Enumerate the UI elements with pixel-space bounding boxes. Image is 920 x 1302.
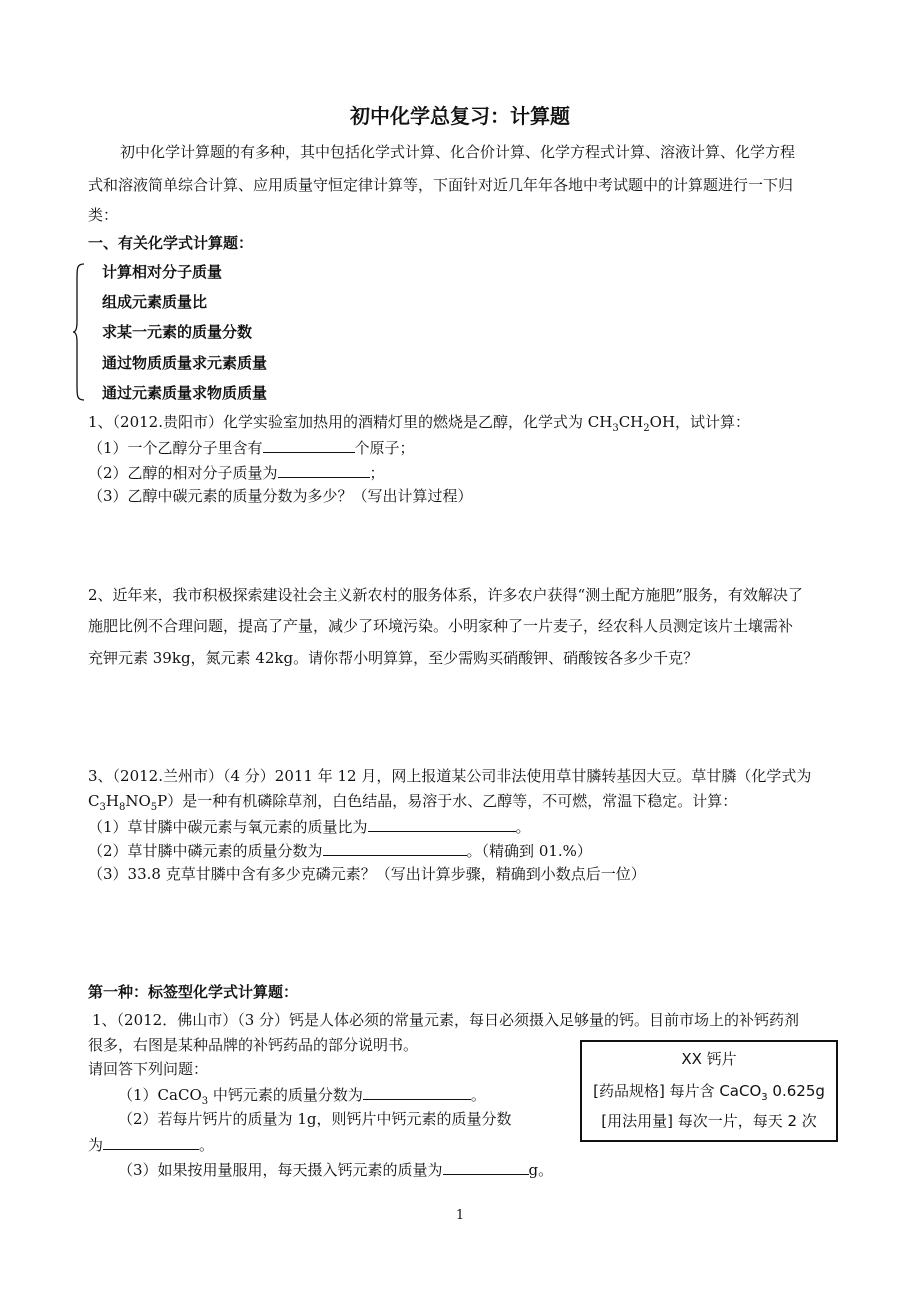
question-3-formula-line: $C_3H_8NO_5P$）是一种有机磷除草剂，白色结晶，易溶于水、乙醇等，不可燃，常温下稳定。计算： [88,792,738,813]
question-3-part-2: （2）草甘膦中磷元素的质量分数为 。（精确到 01.%） [88,842,592,860]
medicine-label-title: XX 钙片 [681,1050,737,1068]
question-1-part-3: （3）乙醇中碳元素的质量分数为多少？（写出计算过程） [88,487,473,505]
medicine-label-usage: [用法用量] 每次一片，每天 2 次 [601,1112,817,1130]
section-heading-1: 一、有关化学式计算题： [88,234,254,252]
medicine-label-box [580,1040,838,1142]
list-item: 通过物质质量求元素质量 [102,354,268,372]
label-question-line-1: 1、（2012．佛山市）（3 分）钙是人体必须的常量元素，每日必须摄入足够量的钙。目前市场上的补钙药剂 [92,1011,800,1029]
section-heading-2: 第一种：标签型化学式计算题： [88,983,299,1001]
label-question-part-1: （1）CaCO$_3$ 中钙元素的质量分数为 。 [118,1086,486,1107]
question-1-stem: 1、（2012.贵阳市）化学实验室加热用的酒精灯里的燃烧是乙醇，化学式为 $CH_3CH_2OH$，试计算： [88,413,751,434]
list-item: 通过元素质量求物质质量 [102,384,268,402]
list-item: 求某一元素的质量分数 [102,323,253,341]
label-question-line-3: 请回答下列问题： [88,1060,209,1078]
question-3-part-3: （3）33.8 克草甘膦中含有多少克磷元素？（写出计算步骤，精确到小数点后一位） [88,865,646,883]
answer-blank[interactable] [323,840,467,856]
answer-blank[interactable] [103,1134,199,1150]
label-question-line-2: 很多，右图是某种品牌的补钙药品的部分说明书。 [88,1036,419,1054]
question-1-part-2: （2）乙醇的相对分子质量为 ； [88,464,385,482]
intro-line-2: 式和溶液简单综合计算、应用质量守恒定律计算等，下面针对近几年年各地中考试题中的计算题进行一下归 [88,176,794,194]
label-question-part-3: （3）如果按用量服用，每天摄入钙元素的质量为 g。 [118,1161,554,1179]
question-3-part-1: （1）草甘膦中碳元素与氧元素的质量比为 。 [88,818,531,836]
answer-blank[interactable] [443,1159,529,1175]
page-title: 初中化学总复习：计算题 [350,104,570,128]
label-question-part-2-cont: 为 。 [88,1136,215,1154]
question-2-line-1: 2、近年来，我市积极探索建设社会主义新农村的服务体系，许多农户获得“测土配方施肥”服务，有效解决了 [88,586,803,604]
answer-blank[interactable] [363,1084,471,1100]
answer-blank[interactable] [263,437,355,453]
medicine-label-spec: [药品规格] 每片含 CaCO$_3$ 0.625g [593,1082,825,1103]
question-3-line-1: 3、（2012.兰州市）（4 分）2011 年 12 月，网上报道某公司非法使用草甘膦转基因大豆。草甘膦（化学式为 [88,767,812,785]
page-number: 1 [455,1208,465,1223]
left-brace-icon [72,262,86,402]
answer-blank[interactable] [278,462,370,478]
question-2-line-2: 施肥比例不合理问题，提高了产量，减少了环境污染。小明家种了一片麦子，经农科人员测定该片土壤需补 [88,617,794,635]
intro-line-1: 初中化学计算题的有多种，其中包括化学式计算、化合价计算、化学方程式计算、溶液计算、化学方程 [120,143,796,161]
answer-blank[interactable] [368,816,516,832]
list-item: 计算相对分子质量 [102,263,223,281]
question-2-line-3: 充钾元素 39kg，氮元素 42kg。请你帮小明算算，至少需购买硝酸钾、硝酸铵各多少千克？ [88,649,699,667]
label-question-part-2: （2）若每片钙片的质量为 1g，则钙片中钙元素的质量分数 [118,1110,512,1128]
list-item: 组成元素质量比 [102,293,208,311]
question-1-part-1: （1）一个乙醇分子里含有 个原子； [88,439,415,457]
intro-line-3: 类： [88,206,119,224]
